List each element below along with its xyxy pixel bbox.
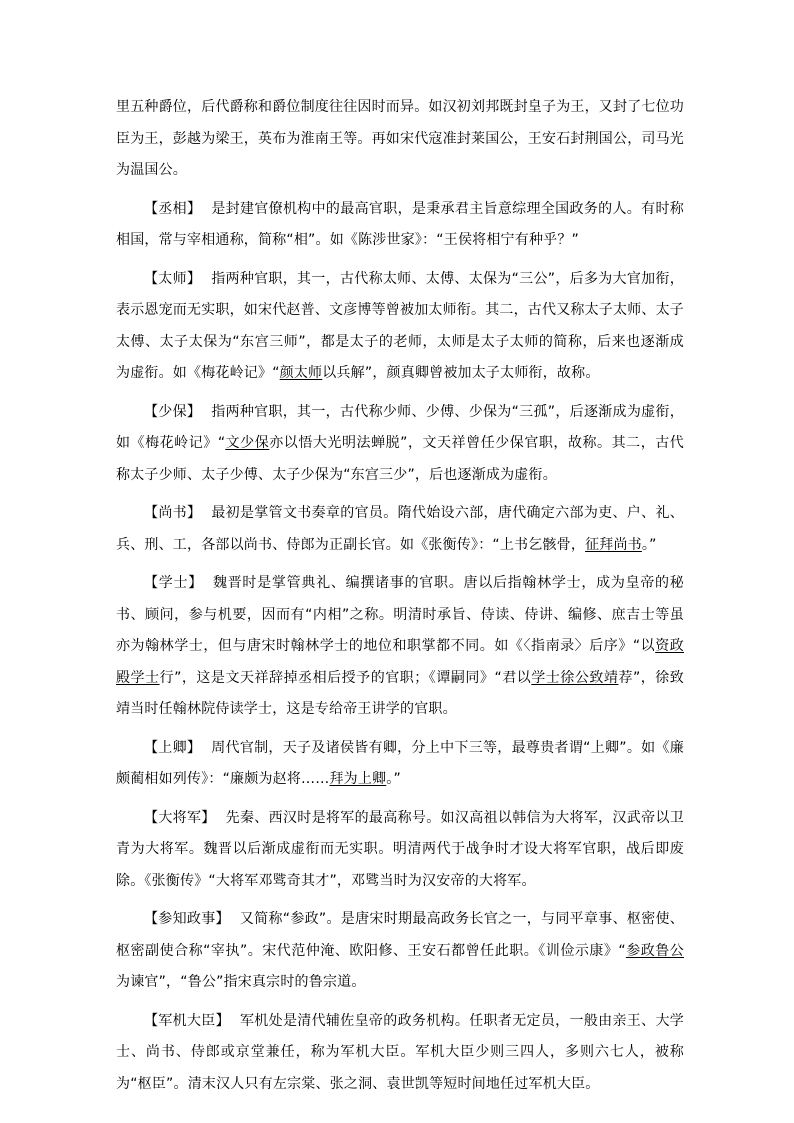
text-run: 最初是掌管文书奏章的官员。隋代始设六部，唐代确定六部为吏、户、礼、兵、刑、工，各部以尚书、侍郎为正副长官。如《张衡传》：“上书乞骸骨， bbox=[116, 505, 684, 553]
paragraph-p0 bbox=[116, 92, 684, 187]
paragraph-p4 bbox=[116, 498, 684, 561]
text-run: 里五种爵位，后代爵称和爵位制度往往因时而异。如汉初刘邦既封皇子为王，又封了七位功臣为王，彭越为梁王，英布为淮南王等。再如宋代寇准封莱国公，王安石封荆国公，司马光为温国公。 bbox=[116, 99, 684, 178]
text-run: 。” bbox=[641, 536, 657, 553]
underlined-quote: 资政殿学士 bbox=[116, 638, 684, 686]
text-run: 以兵解”，颜真卿曾被加太子太师衔，故称。 bbox=[322, 365, 600, 381]
underlined-quote: 参政鲁公 bbox=[625, 942, 684, 959]
text-run: 指两种官职，其一，古代称少师、少傅、少保为“三孤”，后逐渐成为虚衔，如《梅花岭记》“ bbox=[116, 403, 684, 451]
text-run: 为谏官”，“鲁公”指宋真宗时的鲁宗道。 bbox=[116, 974, 366, 990]
term-heading: 【丞相】 bbox=[144, 200, 202, 217]
text-run: 荐”，徐致靖当时任翰林院侍读学士，这是专给帝王讲学的官职。 bbox=[116, 669, 684, 717]
term-heading: 【参知政事】 bbox=[144, 911, 230, 927]
term-heading: 【学士】 bbox=[144, 575, 203, 591]
text-run: 指两种官职，其一，古代称太师、太傅、太保为“三公”，后多为大官加衔，表示恩宠而无实职，如宋代赵普、文彦博等曾被加太师衔。其二，古代又称太子太师、太子太傅、太子太保为“东宫三师”，都是太子的老师，太师是太子太师的简称，后来也逐渐成为虚衔。如《梅花岭记》“ bbox=[116, 270, 684, 381]
underlined-quote: 征拜尚书 bbox=[585, 536, 642, 553]
paragraph-p9 bbox=[116, 1006, 684, 1101]
paragraph-p5 bbox=[116, 568, 684, 726]
text-run: 周代官制，天子及诸侯皆有卿，分上中下三等，最尊贵者谓“上卿”。如《廉颇蔺相如列传》：“廉颇为赵将…… bbox=[116, 739, 684, 787]
paragraph-p1 bbox=[116, 194, 684, 257]
text-run: 行”，这是文天祥辞掉丞相后授予的官职；《谭嗣同》“君以 bbox=[159, 669, 532, 686]
paragraph-p7 bbox=[116, 803, 684, 898]
paragraph-p2 bbox=[116, 264, 684, 390]
term-heading: 【太师】 bbox=[144, 270, 202, 287]
paragraph-p6 bbox=[116, 733, 684, 796]
term-heading: 【大将军】 bbox=[144, 809, 216, 826]
underlined-quote: 拜为上卿 bbox=[329, 771, 387, 787]
document-page bbox=[116, 92, 684, 1107]
text-run: 先秦、西汉时是将军的最高称号。如汉高祖以韩信为大将军，汉武帝以卫青为大将军。魏晋以后渐成虚衔而无实职。明清两代于战争时才设大将军官职，战后即废除。《张衡传》“大将军邓骘奇其才”，邓骘当时为汉安帝的大将军。 bbox=[116, 809, 684, 889]
text-run: 魏晋时是掌管典礼、编撰诸事的官职。唐以后指翰林学士，成为皇帝的秘书、顾问，参与机要，因而有“内相”之称。明清时承旨、侍读、侍讲、编修、庶吉士等虽亦为翰林学士，但与唐宋时翰林学士的地位和职掌都不同。如《〈指南录〉后序》“以 bbox=[116, 575, 684, 654]
term-heading: 【少保】 bbox=[144, 403, 202, 420]
paragraph-p8 bbox=[116, 904, 684, 999]
underlined-quote: 学士徐公致靖 bbox=[531, 669, 619, 686]
term-heading: 【上卿】 bbox=[144, 739, 202, 756]
paragraph-p3 bbox=[116, 397, 684, 492]
text-run: 亦以悟大光明法蝉脱”，文天祥曾任少保官职，故称。其二，古代称太子少师、太子少傅、太子少保为“东宫三少”，后也逐渐成为虚衔。 bbox=[116, 435, 684, 483]
underlined-quote: 文少保 bbox=[225, 435, 270, 451]
text-run: 又简称“参政”。是唐宋时期最高政务长官之一，与同平章事、枢密使、枢密副使合称“宰执”。宋代范仲淹、欧阳修、王安石都曾任此职。《训俭示康》“ bbox=[116, 911, 685, 959]
term-heading: 【军机大臣】 bbox=[144, 1012, 230, 1029]
text-run: 是封建官僚机构中的最高官职，是秉承君主旨意综理全国政务的人。有时称相国，常与宰相通称，简称“相”。如《陈涉世家》：“王侯将相宁有种乎？” bbox=[116, 200, 684, 248]
text-run: 。” bbox=[386, 771, 401, 787]
text-run: 军机处是清代辅佐皇帝的政务机构。任职者无定员，一般由亲王、大学士、尚书、侍郎或京堂兼任，称为军机大臣。军机大臣少则三四人，多则六七人，被称为“枢臣”。清末汉人只有左宗棠、张之洞、袁世凯等短时间地任过军机大臣。 bbox=[116, 1012, 684, 1092]
underlined-quote: 颜太师 bbox=[279, 365, 323, 381]
term-heading: 【尚书】 bbox=[144, 505, 202, 521]
